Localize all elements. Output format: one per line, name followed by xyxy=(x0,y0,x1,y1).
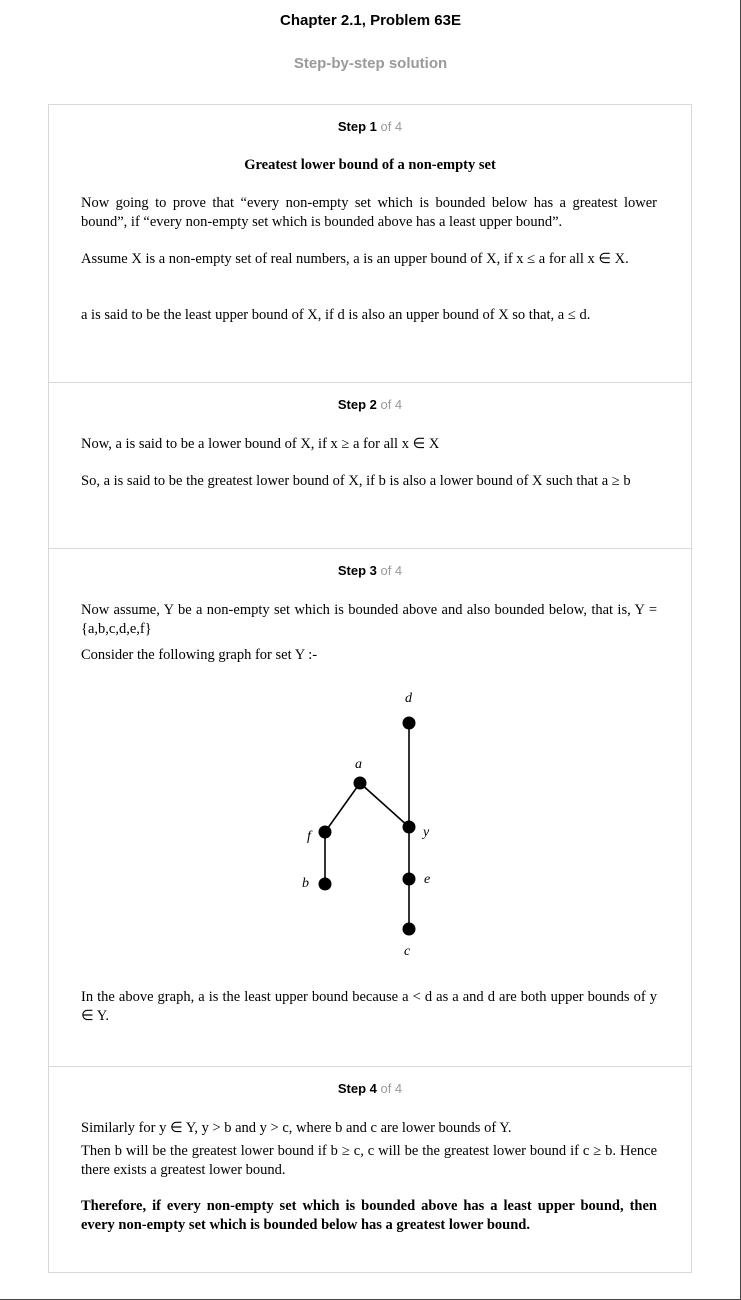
step-count: of 4 xyxy=(376,563,403,578)
step-1-header xyxy=(49,119,691,134)
step-label: Step 3 xyxy=(337,563,377,578)
step-4-paragraph-2: Then b will be the greatest lower bound if b ≥ c, c will be the greatest lower bound if c ≥ b. Hence there exists a greatest lower bound. xyxy=(81,1143,657,1178)
step-label: Step 4 xyxy=(337,1081,377,1096)
label-y: y xyxy=(423,825,430,840)
step-count: of 4 xyxy=(376,397,403,412)
step-1-paragraph-3: a is said to be the least upper bound of X, if d is also an upper bound of X so that, a ≤ d. xyxy=(81,307,591,323)
label-a: a xyxy=(355,757,362,772)
step-3-paragraph-1: Now assume, Y be a non-empty set which is bounded above and also bounded below, that is, Y = {a,b,c,d,e,f} xyxy=(81,602,657,637)
step-2-paragraph-1: Now, a is said to be a lower bound of X, if x ≥ a for all x ∈ X xyxy=(81,436,440,452)
step-4-paragraph-1: Similarly for y ∈ Y, y > b and y > c, where b and c are lower bounds of Y. xyxy=(81,1120,512,1136)
step-2-paragraph-2: So, a is said to be the greatest lower bound of X, if b is also a lower bound of X such that a ≥ b xyxy=(81,473,631,489)
label-b: b xyxy=(302,876,309,891)
solution-subtitle: Step-by-step solution xyxy=(293,55,448,72)
step-1-paragraph-2: Assume X is a non-empty set of real numbers, a is an upper bound of X, if x ≤ a for all x ∈ X. xyxy=(81,251,629,267)
edge-a-f xyxy=(325,783,360,832)
label-c: c xyxy=(404,944,411,959)
set-y-graph xyxy=(49,679,691,979)
node-d xyxy=(403,717,416,730)
step-1-card xyxy=(48,104,692,383)
node-c xyxy=(403,923,416,936)
node-b xyxy=(319,878,332,891)
step-3-card xyxy=(48,548,692,1067)
step-4-card xyxy=(48,1066,692,1273)
node-y xyxy=(403,821,416,834)
label-f: f xyxy=(307,829,311,844)
step-count: of 4 xyxy=(376,1081,403,1096)
label-e: e xyxy=(424,872,431,887)
edge-a-y xyxy=(360,783,409,827)
chapter-title: Chapter 2.1, Problem 63E xyxy=(280,12,461,29)
step-label: Step 2 xyxy=(337,397,377,412)
step-3-header xyxy=(49,563,691,578)
step-label: Step 1 xyxy=(337,119,377,134)
step-count: of 4 xyxy=(376,119,403,134)
node-f xyxy=(319,826,332,839)
step-2-header xyxy=(49,397,691,412)
step-1-paragraph-1: Now going to prove that “every non-empty set which is bounded below has a greatest lower bound”, if “every non-empty set which is bounded above has a least upper bound”. xyxy=(81,195,657,230)
step-2-card xyxy=(48,382,692,549)
step-3-paragraph-2: Consider the following graph for set Y :- xyxy=(81,647,318,663)
node-a xyxy=(354,777,367,790)
step-1-heading: Greatest lower bound of a non-empty set xyxy=(244,157,496,173)
step-3-paragraph-3: In the above graph, a is the least upper bound because a < d as a and d are both upper bounds of y ∈ Y. xyxy=(81,989,657,1024)
step-4-header xyxy=(49,1081,691,1096)
node-e xyxy=(403,873,416,886)
step-4-conclusion: Therefore, if every non-empty set which is bounded above has a least upper bound, then every non-empty set which is bounded below has a greatest lower bound. xyxy=(81,1198,657,1233)
label-d: d xyxy=(405,691,412,706)
